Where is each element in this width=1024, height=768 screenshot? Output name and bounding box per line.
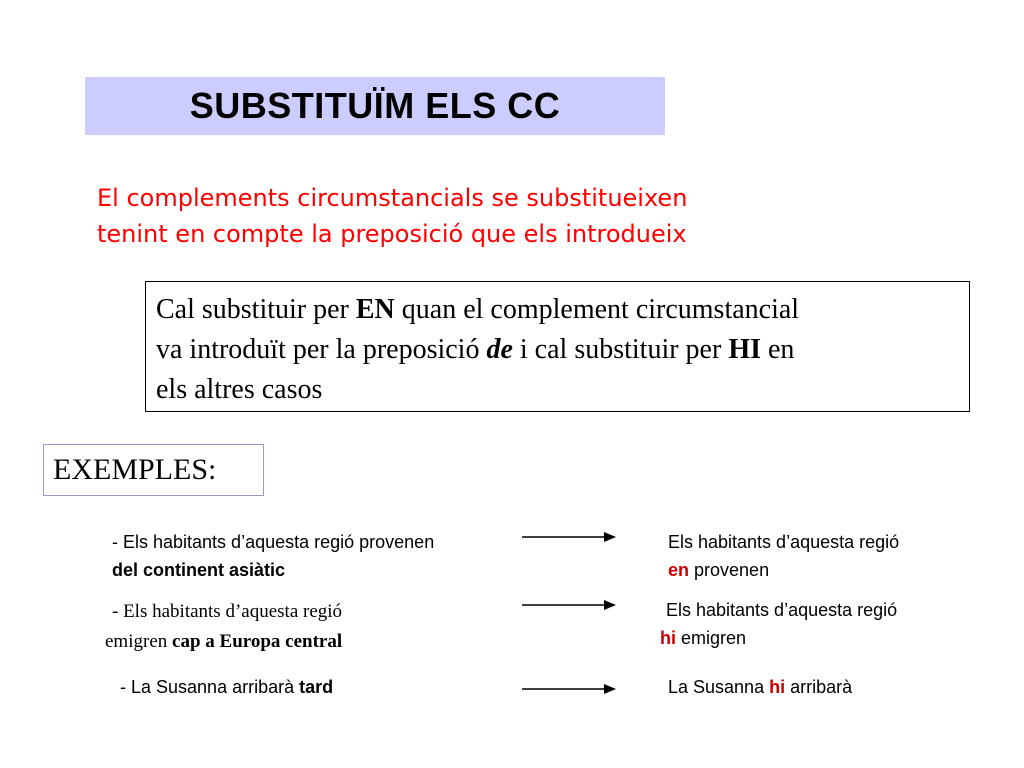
example-2-original — [105, 597, 342, 657]
arrow-right-icon — [520, 682, 620, 696]
arrow-right-icon — [520, 598, 620, 612]
example-1-substituted — [668, 528, 899, 584]
example-3-text: - La Susanna arribarà — [120, 677, 300, 697]
example-3-original — [120, 673, 333, 701]
intro-line-1: El complements circumstancials se substitueixen — [97, 184, 688, 212]
example-1-cc: del continent asiàtic — [112, 560, 286, 580]
page-title: SUBSTITUÏM ELS CC — [189, 85, 561, 126]
intro-line-2: tenint en compte la preposició que els introdueix — [97, 220, 687, 248]
example-2-cc: cap a Europa central — [172, 631, 343, 652]
arrow-right-icon — [520, 530, 620, 544]
example-2-sub-rest: emigren — [676, 628, 747, 648]
rule-pronoun-hi: HI — [728, 334, 761, 365]
rule-text: en — [761, 334, 795, 365]
example-3-sub-rest: arribarà — [785, 677, 853, 697]
rule-text: Cal substituir per — [156, 294, 356, 325]
rule-preposition-de: de — [486, 334, 513, 365]
rule-box — [145, 281, 970, 412]
example-1-sub-line-1: Els habitants d’aquesta regió — [668, 532, 900, 552]
pronoun-hi: hi — [769, 677, 786, 697]
example-2-verb: emigren — [105, 631, 173, 652]
pronoun-hi: hi — [660, 628, 676, 648]
example-2-substituted — [660, 596, 897, 652]
title-banner — [85, 77, 665, 135]
example-1-line-1: - Els habitants d’aquesta regió provenen — [112, 532, 435, 552]
example-3-substituted — [668, 673, 852, 701]
rule-line-2 — [156, 330, 959, 370]
examples-label — [43, 444, 264, 496]
intro-text — [97, 180, 917, 252]
example-3-sub-pre: La Susanna — [668, 677, 770, 697]
example-3-cc: tard — [299, 677, 334, 697]
pronoun-en: en — [668, 560, 690, 580]
examples-label-text: EXEMPLES: — [53, 453, 217, 486]
rule-text: va introduït per la preposició — [156, 334, 487, 365]
rule-text: quan el complement circumstancial — [394, 294, 800, 325]
example-1-original — [112, 528, 434, 584]
example-2-line-1: - Els habitants d’aquesta regió — [112, 601, 343, 622]
example-1-sub-rest: provenen — [689, 560, 770, 580]
rule-line-1 — [156, 290, 959, 330]
rule-pronoun-en: EN — [355, 294, 395, 325]
example-2-sub-line-1: Els habitants d’aquesta regió — [666, 600, 898, 620]
rule-line-3: els altres casos — [156, 374, 323, 405]
rule-text: i cal substituir per — [512, 334, 729, 365]
